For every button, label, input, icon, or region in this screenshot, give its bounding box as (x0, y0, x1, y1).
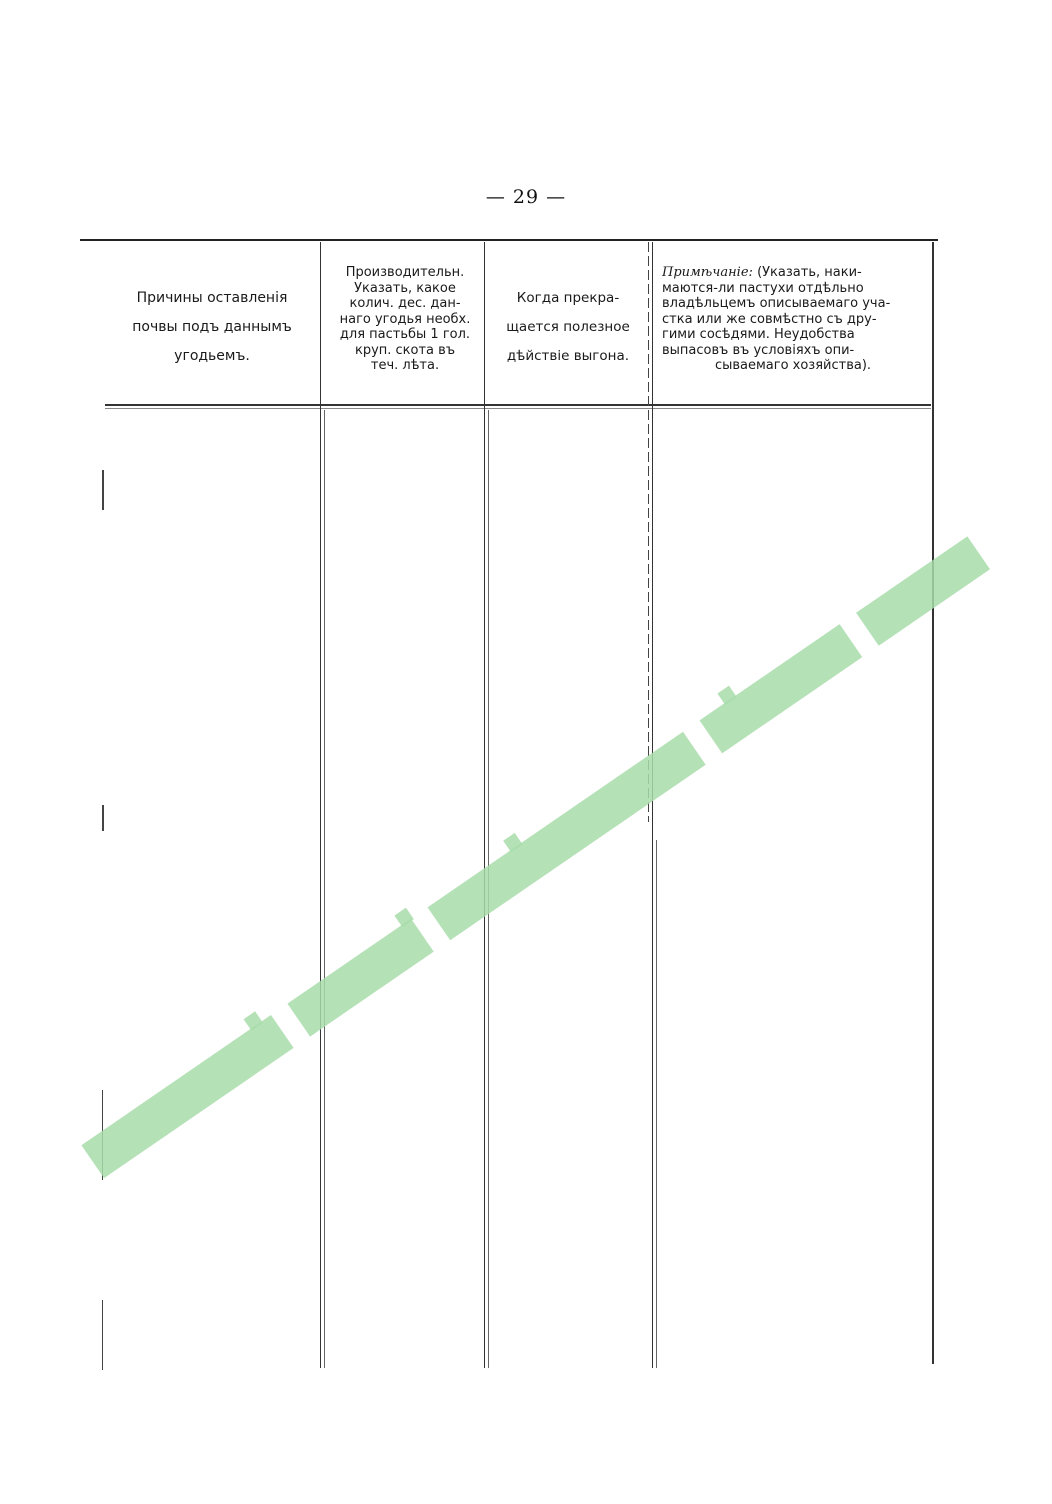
header-line: маются-ли пастухи отдѣльно (662, 280, 864, 296)
remarks-title: Примѣчаніе: (662, 265, 753, 280)
column-divider-3b (652, 242, 653, 1368)
left-margin-mark (102, 1090, 103, 1180)
header-line: Указать, какое (354, 280, 456, 296)
header-line-text: (Указать, наки- (757, 265, 862, 280)
header-bottom-rule-secondary (105, 408, 931, 409)
column-divider-3 (648, 242, 649, 822)
right-border (932, 242, 934, 1364)
column-divider-2b (488, 410, 489, 1368)
header-line: стка или же совмѣстно съ дру- (662, 311, 877, 327)
header-line: угодьемъ. (174, 348, 250, 364)
page-number: — 29 — (485, 186, 567, 208)
column-divider-1b (324, 410, 325, 1368)
table-top-rule (80, 239, 938, 241)
header-line: колич. дес. дан- (349, 296, 461, 311)
header-cell-pasture-end (490, 284, 646, 371)
header-line: сываемаго хозяйства). (714, 358, 872, 373)
header-line (662, 265, 924, 281)
column-divider-3c (656, 840, 657, 1368)
header-line: гими сосѣдями. Неудобства (662, 327, 855, 342)
left-margin-mark (102, 1300, 103, 1370)
left-margin-mark (102, 805, 104, 831)
header-line: Производительн. (345, 265, 465, 280)
header-line: Причины оставленія (136, 290, 288, 306)
header-line: Когда прекра- (516, 290, 620, 306)
column-divider-1 (320, 242, 321, 1368)
column-divider-2 (484, 242, 485, 1368)
header-line: круп. скота въ (354, 342, 456, 358)
header-line: выпасовъ въ условіяхъ опи- (662, 342, 855, 358)
header-line: щается полезное (506, 319, 630, 335)
header-cell-productivity (325, 265, 485, 374)
left-margin-mark (102, 470, 104, 510)
header-line: теч. лѣта. (370, 358, 440, 373)
header-cell-reasons (108, 284, 316, 371)
header-line: владѣльцемъ описываемаго уча- (662, 296, 891, 311)
header-line: наго угодья необх. (339, 311, 471, 327)
header-bottom-rule (105, 404, 931, 406)
header-cell-remarks (662, 265, 924, 374)
header-line: дѣйствіе выгона. (506, 348, 630, 364)
header-line: для пастьбы 1 гол. (339, 327, 471, 342)
header-line: почвы подъ даннымъ (132, 319, 292, 335)
